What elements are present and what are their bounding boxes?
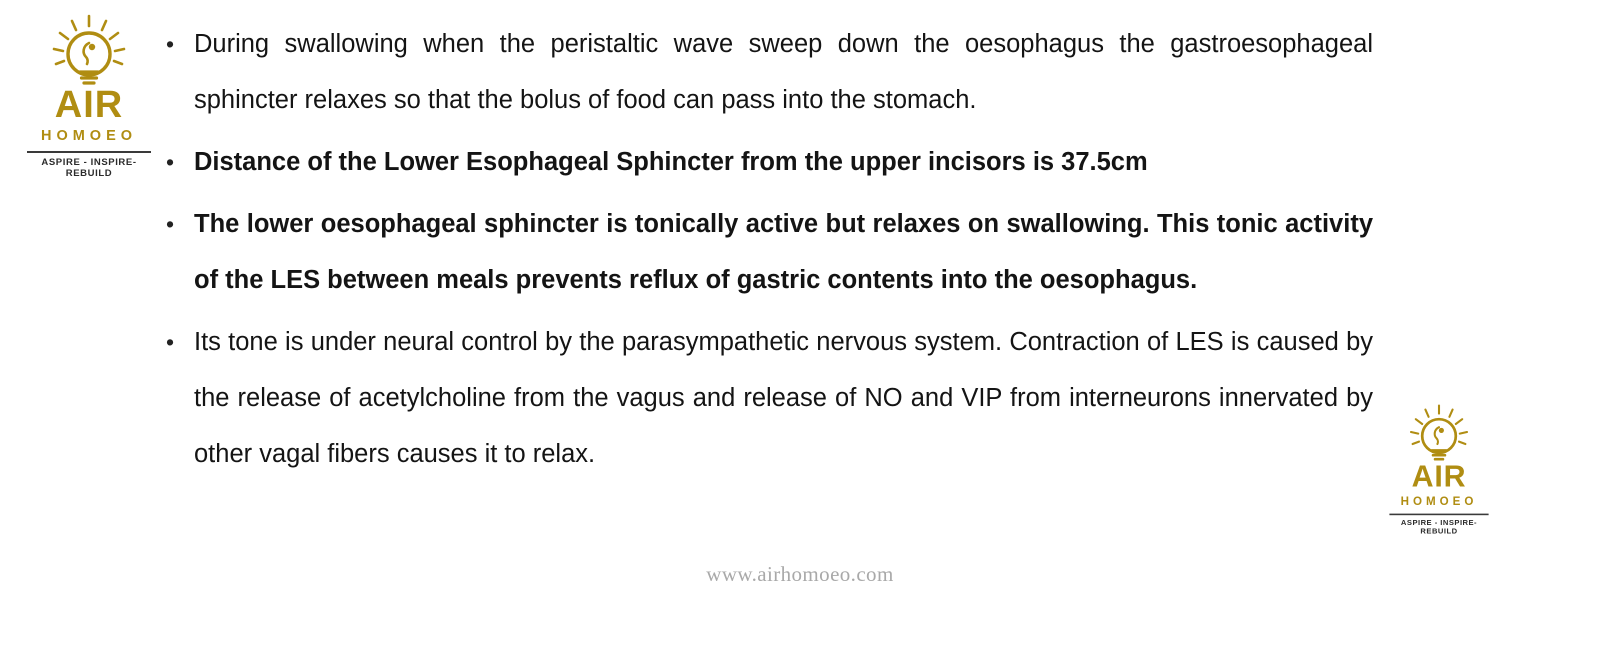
logo-divider	[1389, 514, 1488, 516]
footer-website: www.airhomoeo.com	[706, 562, 894, 586]
list-item	[158, 134, 1373, 190]
list-item-text: The lower oesophageal sphincter is tonically active but relaxes on swallowing. This tonic activity of the LES between meals prevents reflux of gastric contents into the oesophagus.	[194, 210, 1373, 294]
list-item-text: Distance of the Lower Esophageal Sphincter from the upper incisors is 37.5cm	[194, 148, 1148, 176]
logo-name: AIR	[1411, 460, 1467, 494]
bullet-marker: •	[166, 149, 175, 175]
list-item-text: Its tone is under neural control by the parasympathetic nervous system. Contraction of LES is caused by the release of acetylcholine from the vagus and release of NO and VIP from interneurons innervated by other vagal fibers causes it to relax.	[194, 328, 1373, 468]
logo-tagline: ASPIRE - INSPIRE- REBUILD	[41, 157, 137, 179]
bullet-marker: •	[166, 31, 175, 57]
list-item	[158, 314, 1373, 482]
logo-top-left	[24, 14, 154, 179]
list-item	[158, 196, 1373, 308]
logo-divider	[27, 151, 151, 153]
list-item-text: During swallowing when the peristaltic wave sweep down the oesophagus the gastroesophageal sphincter relaxes so that the bolus of food can pass into the stomach.	[194, 30, 1373, 114]
lightbulb-icon	[24, 14, 154, 88]
bullet-marker: •	[166, 329, 175, 355]
logo-tagline: ASPIRE - INSPIRE- REBUILD	[1400, 518, 1478, 536]
logo-subtitle: HOMOEO	[40, 128, 138, 144]
logo-bottom-right	[1387, 404, 1491, 536]
slide-body	[158, 16, 1373, 488]
list-item	[158, 16, 1373, 128]
logo-subtitle: HOMOEO	[1400, 495, 1478, 508]
lightbulb-icon	[1387, 404, 1491, 463]
logo-name: AIR	[54, 84, 124, 126]
bullet-marker: •	[166, 211, 175, 237]
